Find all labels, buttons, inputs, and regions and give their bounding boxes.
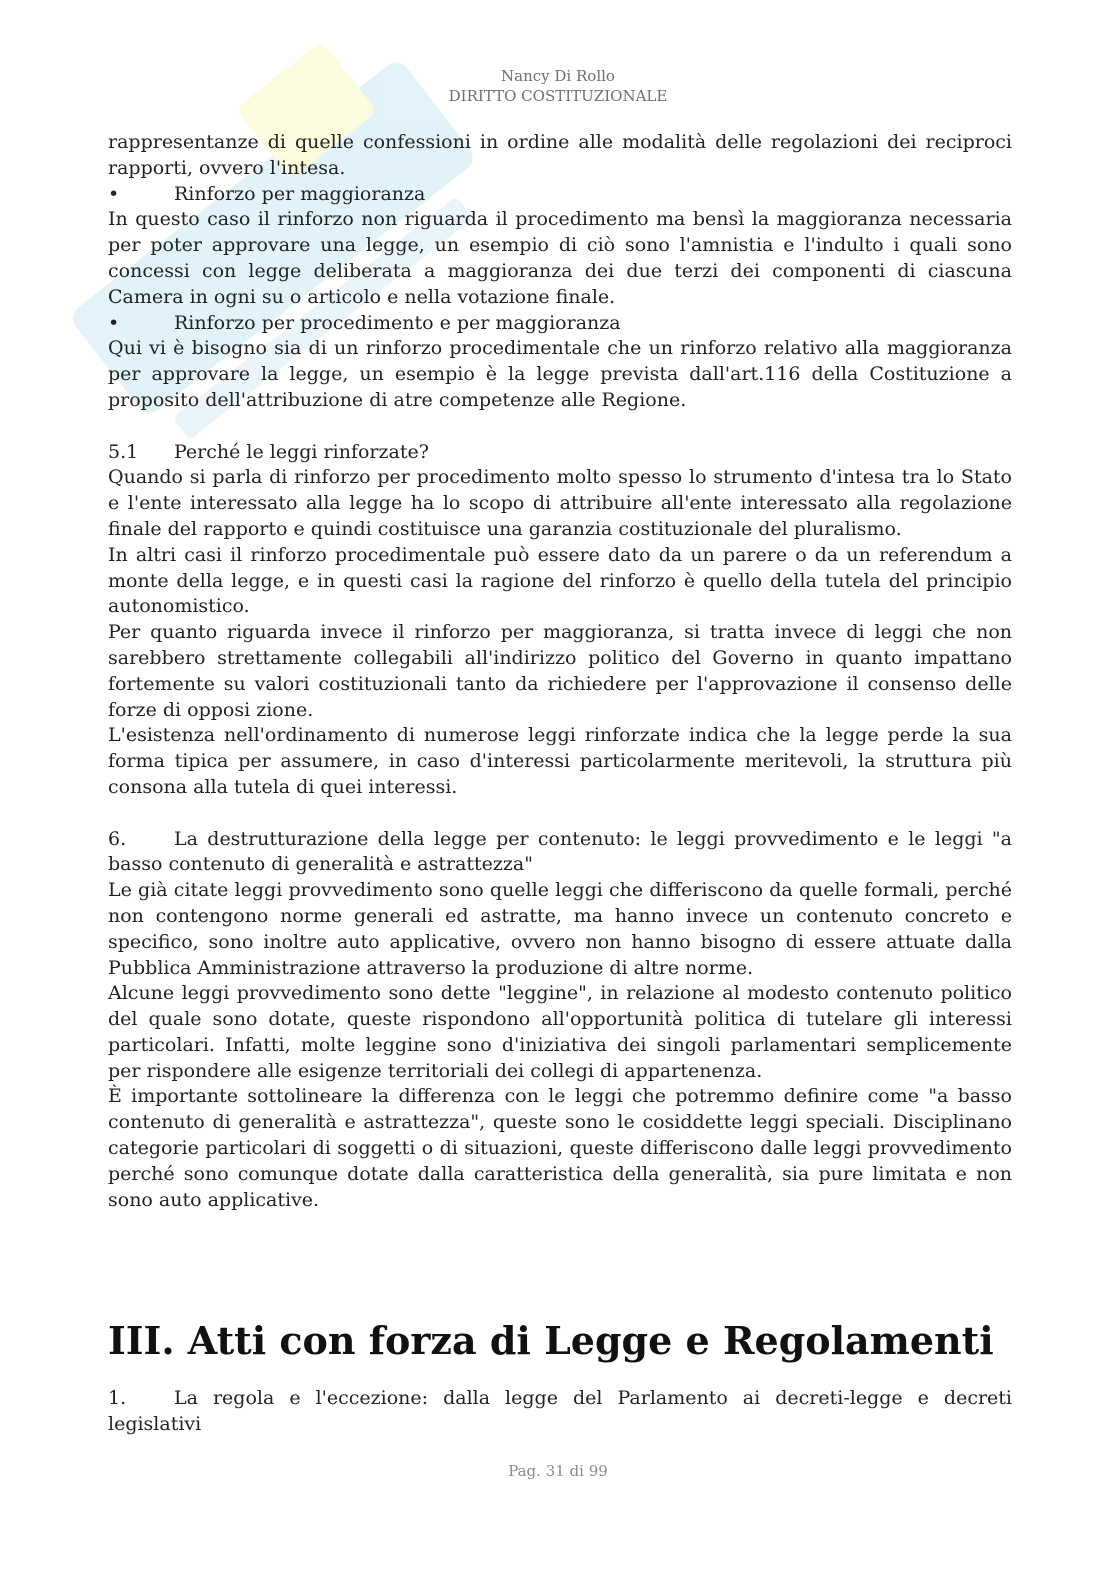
section-number: 6. [108,827,127,850]
paragraph: rappresentanze di quelle confessioni in ordine alle modalità delle regolazioni dei reciproci rapporti, ovvero l'intesa. [108,131,1012,179]
paragraph: Qui vi è bisogno sia di un rinforzo procedimentale che un rinforzo relativo alla maggioranza per approvare la legge, un esempio è la legge prevista dall'art.116 della Costituzione a proposito dell'attribuzione di atre competenze alle Regione. [108,337,1012,411]
bullet-marker: • [108,182,120,205]
paragraph: È importante sottolineare la differenza con le leggi che potremmo definire come "a basso contenuto di generalità e astrattezza", queste sono le cosiddette leggi speciali. Disciplinano categorie particolari di soggetti o di situazioni, queste differiscono dalle leggi provvedimento perché sono comunque dotate dalla caratteristica della generalità, sia pure limitata e non sono auto applicative. [108,1085,1012,1211]
page-number: Pag. 31 di 99 [508,1462,608,1480]
bullet-text: Rinforzo per procedimento e per maggioranza [174,311,621,334]
bullet-item [108,311,1012,337]
section-1-content [108,1386,1012,1438]
header-course: DIRITTO COSTITUZIONALE [448,87,668,105]
section-heading-6 [108,827,1012,879]
section-heading-5-1 [108,440,1012,466]
paragraph: L'esistenza nell'ordinamento di numerose leggi rinforzate indica che la legge perde la sua forma tipica per assumere, in caso d'interessi particolarmente meritevoli, la struttura più consona alla tutela di quei interessi. [108,724,1012,798]
section-title: La regola e l'eccezione: dalla legge del Parlamento ai decreti-legge e decreti legislativi [108,1387,1012,1435]
bullet-text: Rinforzo per maggioranza [174,182,426,205]
section-heading-1 [108,1386,1012,1438]
header-author: Nancy Di Rollo [501,67,615,85]
main-content [108,130,1012,1213]
section-number: 5.1 [108,440,139,463]
bullet-marker: • [108,311,120,334]
chapter-title: III. Atti con forza di Legge e Regolamenti [108,1318,994,1363]
paragraph: In altri casi il rinforzo procedimentale può essere dato da un parere o da un referendum a monte della legge, e in questi casi la ragione del rinforzo è quello della tutela del principio autonomistico. [108,543,1012,618]
section-title: Perché le leggi rinforzate? [174,440,429,463]
paragraph: Quando si parla di rinforzo per procedimento molto spesso lo strumento d'intesa tra lo Stato e l'ente interessato alla legge ha lo scopo di attribuire all'ente interessato alla regolazione finale del rapporto e quindi costituisce una garanzia costituzionale del pluralismo. [108,466,1012,540]
paragraph: In questo caso il rinforzo non riguarda il procedimento ma bensì la maggioranza necessaria per poter approvare una legge, un esempio di ciò sono l'amnistia e l'indulto i quali sono concessi con legge deliberata a maggioranza dei due terzi dei componenti di ciascuna Camera in ogni su o articolo e nella votazione finale. [108,208,1012,308]
section-title: La destrutturazione della legge per contenuto: le leggi provvedimento e le leggi "a basso contenuto di generalità e astrattezza" [108,827,1012,876]
section-number: 1. [108,1387,127,1409]
paragraph: Per quanto riguarda invece il rinforzo per maggioranza, si tratta invece di leggi che non sarebbero strettamente collegabili all'indirizzo politico del Governo in quanto impattano fortemente su valori costituzionali tanto da richiedere per l'approvazione il consenso delle forze di opposi zione. [108,621,1012,721]
paragraph: Le già citate leggi provvedimento sono quelle leggi che differiscono da quelle formali, perché non contengono norme generali ed astratte, ma hanno invece un contenuto concreto e specifico, sono inoltre auto applicative, ovvero non hanno bisogno di essere attuate dalla Pubblica Amministrazione attraverso la produzione di altre norme. [108,879,1012,979]
bullet-item [108,182,1012,208]
paragraph: Alcune leggi provvedimento sono dette "leggine", in relazione al modesto contenuto politico del quale sono dotate, queste rispondono all'opportunità politica di tutelare gli interessi particolari. Infatti, molte leggine sono d'iniziativa dei singoli parlamentari semplicemente per rispondere alle esigenze territoriali dei collegi di appartenenza. [108,982,1012,1082]
